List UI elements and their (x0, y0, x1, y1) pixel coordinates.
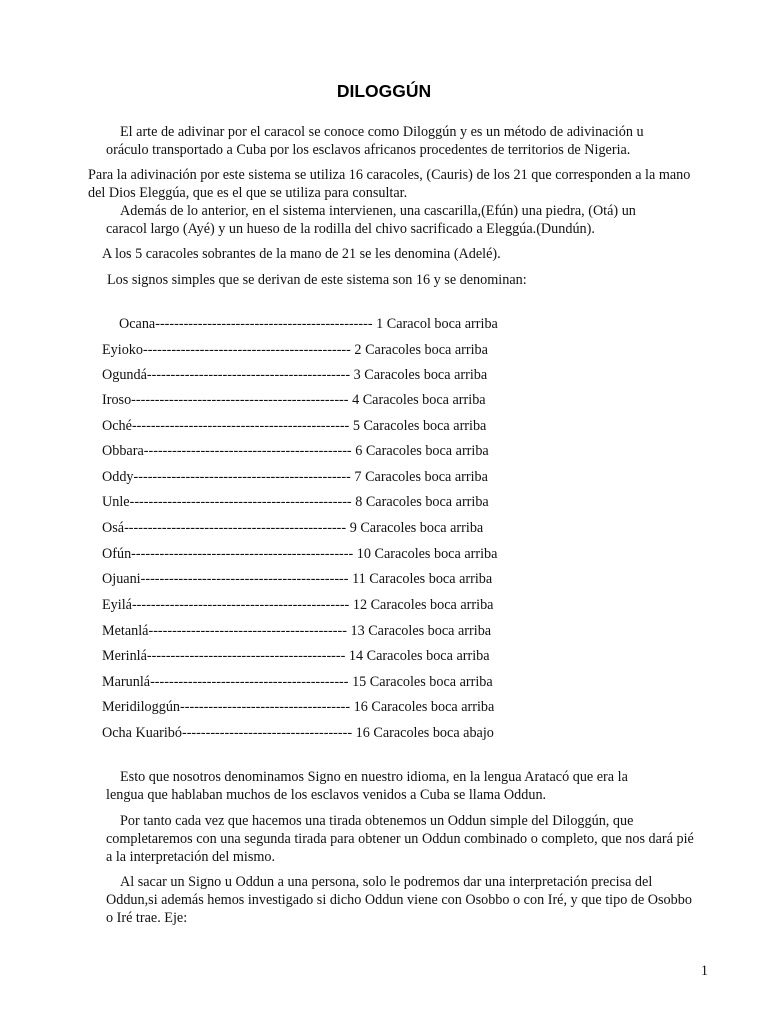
intro-paragraph-text: El arte de adivinar por el caracol se conoce como Diloggún y es un método de adivinación u oráculo transportado a Cuba por los esclavos africanos procedentes de territorios de Nigeria. (106, 124, 644, 158)
sign-name: Unle (102, 494, 130, 510)
list-item (102, 417, 486, 435)
sign-dashes: ----------------------------------------------- (129, 494, 352, 510)
sign-result: 9 Caracoles boca arriba (346, 520, 484, 536)
sign-name: Oddy (102, 469, 134, 485)
sign-result: 8 Caracoles boca arriba (351, 494, 489, 510)
list-item (102, 442, 489, 460)
sign-dashes: ---------------------------------------------- (155, 316, 373, 332)
sign-result: 3 Caracoles boca arriba (350, 367, 488, 383)
sign-result: 16 Caracoles boca arriba (350, 699, 495, 715)
sign-dashes: ----------------------------------------------- (124, 520, 347, 536)
sign-dashes: ------------------------------------------- (146, 367, 351, 383)
elements-paragraph (106, 202, 668, 238)
sign-dashes: ------------------------------------------ (150, 674, 349, 690)
sign-result: 4 Caracoles boca arriba (348, 392, 486, 408)
elements-paragraph-text: Además de lo anterior, en el sistema intervienen, una cascarilla,(Efún) una piedra, (Otá) un caracol largo (Ayé) y un hueso de la rodilla del chivo sacrificado a Eleggúa.(Dundún). (106, 203, 636, 237)
sign-dashes: ---------------------------------------------- (131, 392, 349, 408)
document-title: DILOGGÚN (336, 81, 432, 101)
interpretacion-paragraph-text: Al sacar un Signo u Oddun a una persona, solo le podremos dar una interpretación precisa del Oddun,si además hemos investigado si dicho Oddun viene con Osobbo o con Iré, y que tipo de Osobbo o Iré trae. Eje: (106, 874, 692, 926)
signs-intro-paragraph (107, 271, 707, 289)
sign-result: 16 Caracoles boca abajo (352, 725, 494, 741)
sign-result: 13 Caracoles boca arriba (346, 623, 492, 639)
list-item (102, 698, 494, 716)
sign-name: Oché (102, 418, 132, 434)
sign-name: Ofún (102, 546, 132, 562)
method-paragraph (88, 166, 698, 202)
sign-result: 5 Caracoles boca arriba (349, 418, 487, 434)
page-number: 1 (700, 963, 708, 979)
sign-name: Merinlá (102, 648, 147, 664)
list-item (102, 570, 492, 588)
sign-name: Ocha Kuaribó (102, 725, 182, 741)
sign-result: 10 Caracoles boca arriba (353, 546, 498, 562)
list-item (102, 493, 489, 511)
method-paragraph-text: Para la adivinación por este sistema se utiliza 16 caracoles, (Cauris) de los 21 que corresponden a la mano del Dios Eleggúa, que es el que se utiliza para consultar. (88, 167, 691, 201)
sign-dashes: ---------------------------------------------- (131, 418, 350, 434)
list-item (102, 673, 493, 691)
sign-result: 11 Caracoles boca arriba (348, 571, 493, 587)
sign-name: Osá (102, 520, 125, 536)
sign-name: Obbara (102, 443, 144, 459)
sign-dashes: ---------------------------------------------- (133, 469, 351, 485)
oddun-paragraph (106, 768, 666, 804)
list-item (102, 622, 491, 640)
sign-name: Eyioko (102, 342, 143, 358)
sign-dashes: ---------------------------------------------- (131, 597, 350, 613)
sign-name: Ojuani (102, 571, 141, 587)
adele-paragraph (102, 245, 702, 263)
oddun-paragraph-text: Esto que nosotros denominamos Signo en nuestro idioma, en la lengua Aratacó que era la lengua que hablaban muchos de los esclavos venidos a Cuba se llama Oddun. (106, 769, 628, 803)
list-item (102, 341, 488, 359)
sign-result: 14 Caracoles boca arriba (345, 648, 490, 664)
list-item (102, 519, 483, 537)
sign-result: 6 Caracoles boca arriba (351, 443, 489, 459)
sign-name: Meridiloggún (102, 699, 181, 715)
tirada-paragraph-text: Por tanto cada vez que hacemos una tirada obtenemos un Oddun simple del Diloggún, que completaremos con una segunda tirada para obtener un Oddun combinado o completo, que nos dará pié a la interpretación del mismo. (106, 813, 694, 865)
list-item (102, 596, 493, 614)
sign-dashes: ------------------------------------------ (148, 623, 347, 639)
list-item (119, 315, 498, 333)
tirada-paragraph (106, 812, 696, 866)
list-item (102, 468, 488, 486)
sign-result: 7 Caracoles boca arriba (350, 469, 488, 485)
sign-result: 15 Caracoles boca arriba (348, 674, 493, 690)
adele-paragraph-text: A los 5 caracoles sobrantes de la mano de 21 se les denomina (Adelé). (102, 246, 501, 262)
sign-name: Metanlá (102, 623, 149, 639)
sign-dashes: -------------------------------------------- (142, 342, 351, 358)
list-item (102, 647, 490, 665)
sign-name: Ogundá (102, 367, 147, 383)
sign-name: Marunlá (102, 674, 151, 690)
sign-name: Eyilá (102, 597, 132, 613)
list-item (102, 545, 497, 563)
sign-dashes: ------------------------------------ (181, 725, 353, 741)
interpretacion-paragraph (106, 873, 696, 927)
sign-result: 2 Caracoles boca arriba (350, 342, 488, 358)
sign-dashes: ------------------------------------------ (146, 648, 346, 664)
sign-result: 1 Caracol boca arriba (372, 316, 498, 332)
sign-name: Ocana (119, 316, 156, 332)
sign-dashes: -------------------------------------------- (143, 443, 352, 459)
list-item (102, 724, 494, 742)
list-item (102, 391, 486, 409)
sign-result: 12 Caracoles boca arriba (349, 597, 494, 613)
signs-intro-paragraph-text: Los signos simples que se derivan de este sistema son 16 y se denominan: (107, 272, 527, 288)
sign-name: Iroso (102, 392, 132, 408)
list-item (102, 366, 487, 384)
sign-dashes: -------------------------------------------- (140, 571, 349, 587)
intro-paragraph (106, 123, 686, 159)
sign-dashes: ------------------------------------ (180, 699, 351, 715)
sign-dashes: ----------------------------------------------- (131, 546, 354, 562)
